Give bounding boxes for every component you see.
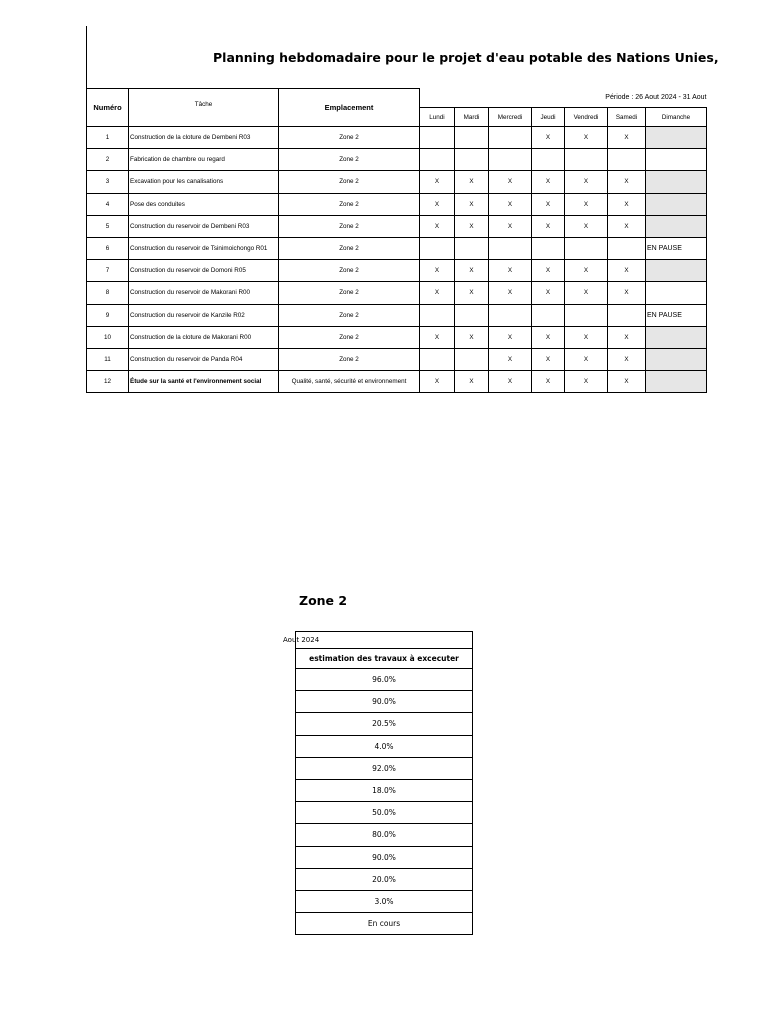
day-cell xyxy=(646,348,707,370)
estimation-value: 80.0% xyxy=(296,824,473,846)
day-cell: X xyxy=(608,127,646,149)
table-row xyxy=(87,282,707,304)
row-task: Construction du reservoir de Kanzile R02 xyxy=(129,304,279,326)
row-location: Zone 2 xyxy=(279,193,420,215)
row-task: Construction de la cloture de Makorani R00 xyxy=(129,326,279,348)
day-cell: X xyxy=(532,193,565,215)
table-row xyxy=(87,260,707,282)
table-row xyxy=(87,193,707,215)
day-cell xyxy=(489,127,532,149)
day-cell xyxy=(646,282,707,304)
table-row xyxy=(87,171,707,193)
day-cell xyxy=(608,304,646,326)
day-cell: X xyxy=(608,348,646,370)
estimation-value: 4.0% xyxy=(296,735,473,757)
row-number: 7 xyxy=(87,260,129,282)
row-location: Zone 2 xyxy=(279,171,420,193)
estimation-row xyxy=(296,846,473,868)
day-cell xyxy=(455,304,489,326)
estimation-table xyxy=(283,631,473,935)
estimation-value: 50.0% xyxy=(296,802,473,824)
day-cell xyxy=(489,304,532,326)
estimation-value: En cours xyxy=(296,913,473,935)
day-cell xyxy=(646,149,707,171)
estimation-row xyxy=(296,713,473,735)
row-number: 6 xyxy=(87,237,129,259)
day-cell: EN PAUSE xyxy=(646,237,707,259)
day-cell: X xyxy=(489,193,532,215)
day-cell: X xyxy=(565,215,608,237)
day-cell xyxy=(646,371,707,393)
day-cell xyxy=(455,127,489,149)
header-day: Mercredi xyxy=(489,108,532,127)
day-cell: X xyxy=(420,215,455,237)
row-task: Construction du reservoir de Domoni R05 xyxy=(129,260,279,282)
day-cell: X xyxy=(608,260,646,282)
estimation-row xyxy=(296,890,473,912)
row-task: Construction du reservoir de Tsinimoichongo R01 xyxy=(129,237,279,259)
table-row xyxy=(87,149,707,171)
row-number: 10 xyxy=(87,326,129,348)
day-cell xyxy=(565,149,608,171)
day-cell: X xyxy=(420,371,455,393)
estimation-period: Aout 2024 xyxy=(296,632,473,649)
row-task: Excavation pour les canalisations xyxy=(129,171,279,193)
day-cell: X xyxy=(455,193,489,215)
day-cell: X xyxy=(608,193,646,215)
row-location: Zone 2 xyxy=(279,348,420,370)
day-cell xyxy=(532,237,565,259)
planning-sheet xyxy=(86,88,707,398)
day-cell: X xyxy=(608,282,646,304)
day-cell: X xyxy=(420,260,455,282)
day-cell: X xyxy=(489,282,532,304)
day-cell xyxy=(646,193,707,215)
row-number: 9 xyxy=(87,304,129,326)
estimation-header: estimation des travaux à excecuter xyxy=(296,649,473,669)
table-row xyxy=(87,348,707,370)
header-day: Lundi xyxy=(420,108,455,127)
day-cell xyxy=(565,237,608,259)
estimation-row xyxy=(296,757,473,779)
day-cell: X xyxy=(608,215,646,237)
row-location: Zone 2 xyxy=(279,237,420,259)
day-cell: X xyxy=(489,260,532,282)
day-cell: X xyxy=(532,215,565,237)
row-number: 8 xyxy=(87,282,129,304)
header-day: Vendredi xyxy=(565,108,608,127)
row-number: 5 xyxy=(87,215,129,237)
estimation-value: 90.0% xyxy=(296,846,473,868)
day-cell: X xyxy=(489,326,532,348)
table-row xyxy=(87,237,707,259)
day-cell xyxy=(646,260,707,282)
estimation-value: 92.0% xyxy=(296,757,473,779)
estimation-value: 20.0% xyxy=(296,868,473,890)
day-cell: X xyxy=(532,260,565,282)
day-cell: X xyxy=(532,348,565,370)
table-row xyxy=(87,326,707,348)
estimation-row xyxy=(296,868,473,890)
row-location: Zone 2 xyxy=(279,304,420,326)
day-cell xyxy=(646,127,707,149)
day-cell: X xyxy=(489,171,532,193)
estimation-row xyxy=(296,913,473,935)
estimation-sheet xyxy=(270,631,474,939)
day-cell: X xyxy=(489,348,532,370)
day-cell: X xyxy=(565,326,608,348)
header-day: Jeudi xyxy=(532,108,565,127)
day-cell: X xyxy=(420,282,455,304)
estimation-row xyxy=(296,735,473,757)
header-numero: Numéro xyxy=(87,89,129,127)
day-cell: X xyxy=(565,127,608,149)
day-cell: X xyxy=(489,215,532,237)
day-cell: X xyxy=(420,171,455,193)
row-location: Zone 2 xyxy=(279,282,420,304)
day-cell xyxy=(455,237,489,259)
day-cell: X xyxy=(565,171,608,193)
estimation-row xyxy=(296,669,473,691)
estimation-value: 90.0% xyxy=(296,691,473,713)
day-cell xyxy=(646,171,707,193)
estimation-row xyxy=(296,824,473,846)
page-title: Planning hebdomadaire pour le projet d'eau potable des Nations Unies, xyxy=(213,50,719,65)
day-cell: X xyxy=(455,371,489,393)
row-task: Construction de la cloture de Dembeni R03 xyxy=(129,127,279,149)
day-cell: X xyxy=(608,326,646,348)
zone-title: Zone 2 xyxy=(299,593,348,608)
day-cell: X xyxy=(532,127,565,149)
estimation-value: 96.0% xyxy=(296,669,473,691)
table-row xyxy=(87,304,707,326)
table-row xyxy=(87,127,707,149)
row-task: Étude sur la santé et l'environnement social xyxy=(129,371,279,393)
day-cell: X xyxy=(565,193,608,215)
day-cell: X xyxy=(420,326,455,348)
header-day: Mardi xyxy=(455,108,489,127)
row-location: Zone 2 xyxy=(279,326,420,348)
header-emplacement: Emplacement xyxy=(279,89,420,127)
day-cell xyxy=(455,348,489,370)
day-cell xyxy=(489,149,532,171)
estimation-row xyxy=(296,802,473,824)
day-cell: X xyxy=(532,371,565,393)
day-cell xyxy=(608,237,646,259)
planning-table xyxy=(86,88,707,393)
row-number: 12 xyxy=(87,371,129,393)
estimation-row xyxy=(296,779,473,801)
row-number: 11 xyxy=(87,348,129,370)
header-day: Dimanche xyxy=(646,108,707,127)
day-cell: X xyxy=(532,171,565,193)
estimation-value: 3.0% xyxy=(296,890,473,912)
day-cell: EN PAUSE xyxy=(646,304,707,326)
row-task: Fabrication de chambre ou regard xyxy=(129,149,279,171)
day-cell: X xyxy=(455,171,489,193)
row-location: Zone 2 xyxy=(279,149,420,171)
row-number: 4 xyxy=(87,193,129,215)
header-tache: Tâche xyxy=(129,89,279,127)
day-cell xyxy=(420,304,455,326)
row-number: 2 xyxy=(87,149,129,171)
day-cell: X xyxy=(565,348,608,370)
period-label xyxy=(420,89,707,108)
row-number: 1 xyxy=(87,127,129,149)
day-cell: X xyxy=(455,260,489,282)
table-row xyxy=(87,371,707,393)
day-cell xyxy=(532,304,565,326)
day-cell xyxy=(420,348,455,370)
day-cell: X xyxy=(489,371,532,393)
day-cell: X xyxy=(565,260,608,282)
row-number: 3 xyxy=(87,171,129,193)
row-location: Zone 2 xyxy=(279,260,420,282)
row-task: Construction du reservoir de Dembeni R03 xyxy=(129,215,279,237)
day-cell xyxy=(455,149,489,171)
day-cell: X xyxy=(608,371,646,393)
table-row xyxy=(87,215,707,237)
period-text: Période : 26 Aout 2024 - 31 Aout xyxy=(605,94,707,102)
row-task: Pose des conduites xyxy=(129,193,279,215)
day-cell: X xyxy=(608,171,646,193)
day-cell xyxy=(420,237,455,259)
day-cell: X xyxy=(532,282,565,304)
estimation-row xyxy=(296,691,473,713)
row-location: Zone 2 xyxy=(279,215,420,237)
row-location: Zone 2 xyxy=(279,127,420,149)
day-cell xyxy=(646,326,707,348)
day-cell xyxy=(646,215,707,237)
day-cell: X xyxy=(455,282,489,304)
estimation-value: 20.5% xyxy=(296,713,473,735)
row-location: Qualité, santé, sécurité et environnement xyxy=(279,371,420,393)
estimation-value: 18.0% xyxy=(296,779,473,801)
day-cell: X xyxy=(420,193,455,215)
day-cell xyxy=(608,149,646,171)
day-cell: X xyxy=(532,326,565,348)
day-cell xyxy=(420,149,455,171)
row-task: Construction du reservoir de Panda R04 xyxy=(129,348,279,370)
day-cell: X xyxy=(455,326,489,348)
day-cell xyxy=(565,304,608,326)
sheet-left-border xyxy=(86,26,87,88)
row-task: Construction du reservoir de Makorani R00 xyxy=(129,282,279,304)
day-cell xyxy=(489,237,532,259)
day-cell xyxy=(420,127,455,149)
day-cell xyxy=(532,149,565,171)
day-cell: X xyxy=(565,282,608,304)
header-day: Samedi xyxy=(608,108,646,127)
day-cell: X xyxy=(565,371,608,393)
day-cell: X xyxy=(455,215,489,237)
